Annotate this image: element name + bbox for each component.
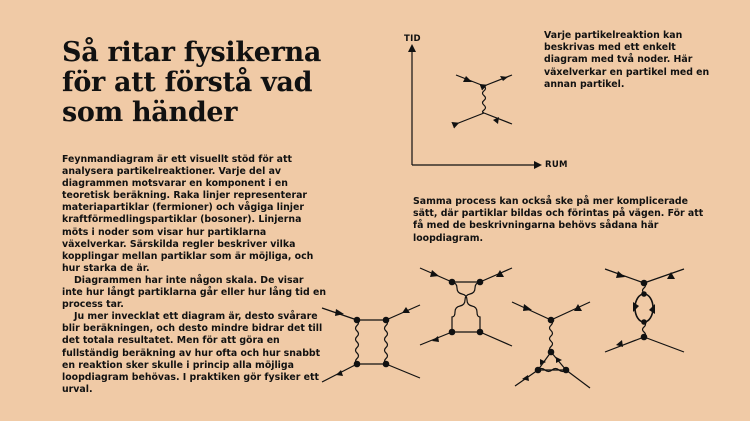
- vertex-node: [563, 367, 570, 374]
- arrow-icon: [463, 76, 472, 82]
- vertex-node: [641, 280, 648, 287]
- vertex-node: [354, 361, 361, 368]
- vertex-node: [383, 317, 390, 324]
- simple-feynman-diagram: [456, 75, 512, 124]
- arrow-icon: [432, 336, 439, 342]
- vertex-node: [354, 317, 361, 324]
- boson-line: [550, 320, 553, 352]
- loop-diagram-box: [322, 305, 420, 382]
- time-space-axes: [408, 44, 542, 169]
- arrow-icon: [574, 304, 582, 311]
- loop-diagram-crossed: [420, 268, 512, 346]
- vertex-node: [641, 334, 648, 341]
- fermion-line: [605, 337, 644, 352]
- fermion-line: [605, 269, 644, 283]
- headline-line: som händer: [62, 97, 238, 128]
- time-axis-label: TID: [404, 34, 421, 44]
- headline-line: Så ritar fysikerna: [62, 37, 322, 68]
- boson-line: [452, 282, 480, 332]
- fermion-line: [644, 269, 684, 283]
- arrow-icon: [430, 270, 439, 277]
- vertex-node: [477, 329, 484, 336]
- fermion-line: [456, 113, 484, 124]
- arrow-icon: [616, 271, 625, 278]
- space-axis-label: RUM: [545, 160, 568, 170]
- vertex-node: [641, 319, 647, 325]
- arrow-icon: [336, 370, 343, 376]
- fermion-loop: [635, 294, 653, 322]
- loop-diagram-caption: Samma process kan också ske på mer komplicerade sätt, där partiklar bildas och förintas på vägen. För att få med de beskrivningarna behövs sådana här loopdiagram.: [413, 196, 704, 244]
- vertex-node: [449, 279, 456, 286]
- space-axis-arrow: [534, 161, 542, 169]
- fermion-line: [480, 268, 512, 282]
- fermion-line: [538, 352, 551, 370]
- arrow-icon: [616, 340, 623, 347]
- vertex-node: [383, 361, 390, 368]
- fermion-line: [386, 364, 420, 378]
- body-paragraph: Feynmandiagram är ett visuellt stöd för att analysera partikelreaktioner. Varje del av diagrammen motsvarar en komponent i en teoretisk beräkning. Raka linjer representerar materiapartiklar (fermioner) och vågiga linjer kraftförmedlingspartiklar (bosoner). Linjerna möts i noder som visar hur partiklarna växelverkar. Särskilda regler beskriver vilka kopplingar mellan partiklar som är möjliga, och hur starka de är.: [62, 154, 314, 274]
- fermion-line: [484, 75, 512, 86]
- vertex-node: [548, 317, 555, 324]
- boson-line: [356, 320, 359, 364]
- simple-diagram-caption: Varje partikelreaktion kan beskrivas med ett enkelt diagram med två noder. Här växelverkar en partikel med en annan partikel.: [544, 30, 710, 90]
- body-paragraph: Diagrammen har inte någon skala. De visar inte hur långt partiklarna går eller hur lång tid en process tar.: [62, 274, 326, 311]
- vertex-node: [449, 329, 456, 336]
- arrow-icon: [523, 304, 532, 311]
- vertex-node: [641, 291, 647, 297]
- body-paragraph: Ju mer invecklat ett diagram är, desto svårare blir beräkningen, och desto mindre bidrar det till det totala resultatet. Men för att göra en fullständig beräkning av hur ofta och hur snabbt en reaktion sker skulle i princip alla möjliga loopdiagram behövas. I praktiken gör fysiker ett urval.: [62, 311, 323, 395]
- fermion-line: [480, 332, 512, 346]
- fermion-line: [551, 302, 590, 320]
- boson-line: [385, 320, 388, 364]
- arrow-icon: [496, 270, 504, 277]
- fermion-line: [644, 337, 684, 352]
- vertex-node: [477, 279, 484, 286]
- loop-diagram-triangle: [512, 302, 590, 388]
- vertex-node: [548, 349, 555, 356]
- headline-line: för att förstå vad: [62, 67, 313, 98]
- fermion-line: [512, 302, 551, 320]
- boson-line: [483, 86, 486, 113]
- vertex-node: [535, 367, 542, 374]
- fermion-line: [566, 370, 590, 388]
- time-axis-arrow: [408, 44, 416, 52]
- loop-diagram-bubble: [605, 269, 684, 352]
- boson-line: [452, 282, 480, 332]
